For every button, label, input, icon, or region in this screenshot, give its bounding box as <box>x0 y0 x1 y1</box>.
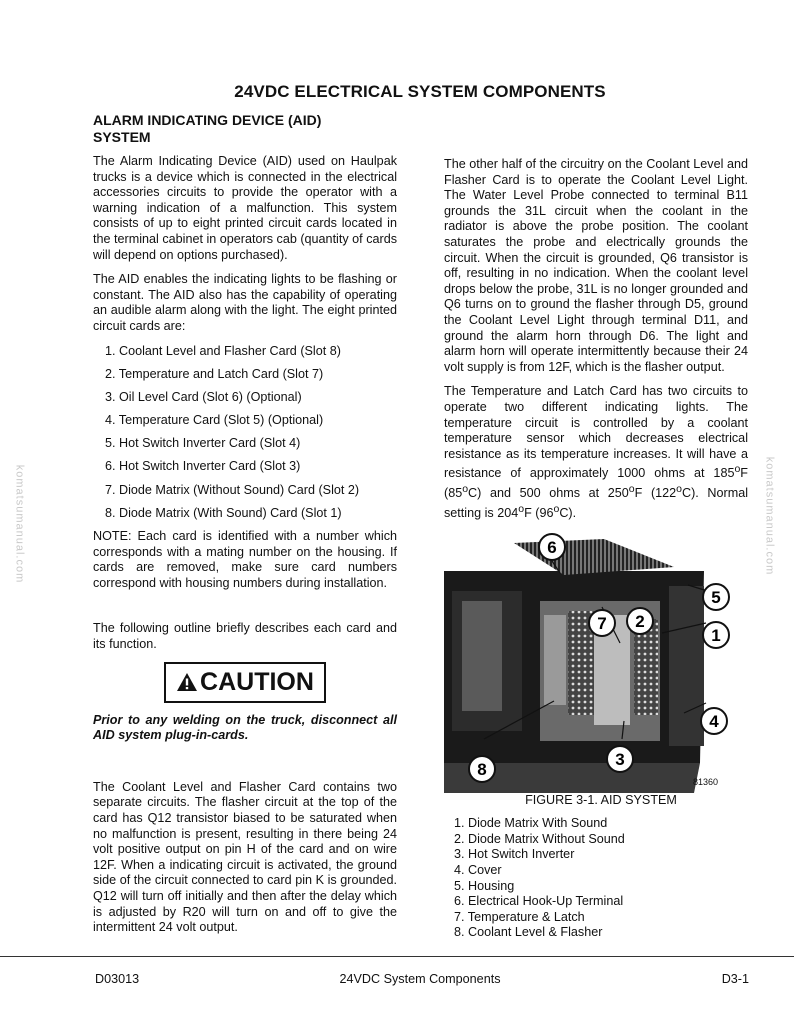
coolant-level-paragraph: The other half of the circuitry on the Coolant Level and Flasher Card is to operate the Coolant Level Light. The Water Level Probe connected to terminal B11 grounds the 31L circuit when the coolant in the radiator is above the probe position. The coolant saturates the probe and electrically grounds the circuit. When the circuit is grounded, Q6 transistor is off, resulting in no indication. When the coolant level drops below the probe, 31L is no longer grounded and Q6 turns on to ground the flasher through D5, ground the Coolant Level Light through terminal D11, and ground the alarm horn through D6. The light and alarm horn will operate intermittently because their 24 volt supply is from 12F, which is the flasher output. <box>444 157 748 374</box>
degree-sup: o <box>462 483 469 496</box>
watermark-right: komatsumanual.com <box>763 456 776 576</box>
callout-label: 2 <box>635 611 645 631</box>
callout-2 <box>627 608 653 634</box>
temperature-latch-paragraph <box>444 384 748 521</box>
list-item: 8. Diode Matrix (With Sound) Card (Slot 1) <box>105 505 342 520</box>
section-heading-line1: ALARM INDICATING DEVICE (AID) <box>93 112 322 128</box>
footer-divider <box>0 956 794 957</box>
caution-block <box>93 662 397 703</box>
callout-1 <box>703 622 729 648</box>
footer-doc-number: D03013 <box>95 972 140 986</box>
list-item: 6. Electrical Hook-Up Terminal <box>454 894 624 909</box>
callout-6 <box>539 534 565 560</box>
text-run: F (122 <box>634 486 677 501</box>
aid-capability-paragraph: The AID enables the indicating lights to be flashing or constant. The AID also has the capability of operating an audible alarm along with the light. The eight printed circuit cards are: <box>93 272 397 333</box>
intro-paragraph: The Alarm Indicating Device (AID) used on Haulpak trucks is a device which is connected in the electrical accessories circuits to provide the operator with a warning indication of a malfunction. This system consists of up to eight printed circuit cards located in the terminal cabinet in operators cab (quantity of cards will depend on options purchased). <box>93 154 397 262</box>
page-title: 24VDC ELECTRICAL SYSTEM COMPONENTS <box>234 82 606 101</box>
section-heading-line2: SYSTEM <box>93 129 151 145</box>
text-run: C). <box>559 506 577 521</box>
degree-sup: o <box>553 502 560 515</box>
callout-label: 8 <box>477 759 487 779</box>
text-run: C). Normal setting is 204 <box>444 486 748 521</box>
outline-paragraph: The following outline briefly describes each card and its function. <box>93 621 397 651</box>
text-run: F (96 <box>524 506 554 521</box>
list-item: 5. Hot Switch Inverter Card (Slot 4) <box>105 436 301 451</box>
callout-label: 5 <box>711 587 721 607</box>
figure-legend <box>444 816 748 941</box>
callout-4 <box>701 708 727 734</box>
list-item: 2. Temperature and Latch Card (Slot 7) <box>105 366 324 381</box>
list-item: 1. Diode Matrix With Sound <box>454 816 608 831</box>
list-item: 4. Cover <box>454 863 502 877</box>
text-run: The Temperature and Latch Card has two circuits to operate two different indicating lights. The temperature circuit is controlled by a coolant temperature sensor which decreases electrical resistance as its temperature increases. It will have a resistance of approximately 1000 ohms at 185 <box>444 384 748 481</box>
figure-caption: FIGURE 3-1. AID SYSTEM <box>525 792 677 807</box>
aid-system-figure <box>444 531 748 793</box>
list-item: 2. Diode Matrix Without Sound <box>454 831 625 846</box>
aid-system-photo <box>444 531 748 793</box>
callout-label: 6 <box>547 537 557 557</box>
figure-code: 81360 <box>692 777 718 788</box>
callout-label: 3 <box>615 749 625 769</box>
callout-label: 1 <box>711 625 721 645</box>
list-item: 3. Hot Switch Inverter <box>454 847 575 862</box>
warning-triangle-icon <box>176 669 198 699</box>
welding-warning: Prior to any welding on the truck, disconnect all AID system plug-in-cards. <box>93 712 397 743</box>
list-item: 7. Diode Matrix (Without Sound) Card (Slot 2) <box>105 482 360 497</box>
callout-label: 7 <box>597 613 607 633</box>
coolant-flasher-paragraph: The Coolant Level and Flasher Card contains two separate circuits. The flasher circuit at the top of the card has Q12 transistor biased to be saturated when no malfunction is present, resulting in there being 24 volt positive output on pin H of the card and on wire 12F. When a indicating circuit is activated, the ground side of the circuit connected to card pin K is grounded. Q12 will turn off initially and then after the delay which is adjusted by R20 will turn on and off to give the intermittent 24 volt output. <box>93 779 397 935</box>
list-item: 6. Hot Switch Inverter Card (Slot 3) <box>105 459 301 474</box>
watermark-left: komatsumanual.com <box>13 464 26 584</box>
list-item: 3. Oil Level Card (Slot 6) (Optional) <box>105 389 302 404</box>
footer-page-number: D3-1 <box>721 972 749 986</box>
text-run: C) and 500 ohms at 250 <box>468 486 629 501</box>
callout-3 <box>607 746 633 772</box>
caution-box <box>164 662 326 703</box>
list-item: 5. Housing <box>454 878 515 893</box>
caution-label: CAUTION <box>200 667 314 696</box>
degree-sup: o <box>676 483 682 496</box>
section-heading <box>93 112 397 146</box>
list-item: 1. Coolant Level and Flasher Card (Slot 8) <box>105 343 341 358</box>
right-column <box>444 157 748 941</box>
footer-section-title: 24VDC System Components <box>339 972 501 986</box>
list-item: 8. Coolant Level & Flasher <box>454 925 603 940</box>
circuit-card-list <box>93 344 397 522</box>
degree-sup: o <box>518 502 525 515</box>
list-item: 7. Temperature & Latch <box>454 909 585 924</box>
list-item: 4. Temperature Card (Slot 5) (Optional) <box>105 413 324 428</box>
text-run: F (85 <box>444 466 748 501</box>
note-paragraph: NOTE: Each card is identified with a number which corresponds with a mating number on the housing. If cards are removed, make sure card numbers correspond with housing numbers during installation. <box>93 529 397 590</box>
callout-5 <box>703 584 729 610</box>
callout-7 <box>589 610 615 636</box>
degree-sup: o <box>734 463 741 476</box>
callout-8 <box>469 756 495 782</box>
degree-sup: o <box>628 483 635 496</box>
left-column <box>93 112 397 945</box>
callout-label: 4 <box>709 711 719 731</box>
